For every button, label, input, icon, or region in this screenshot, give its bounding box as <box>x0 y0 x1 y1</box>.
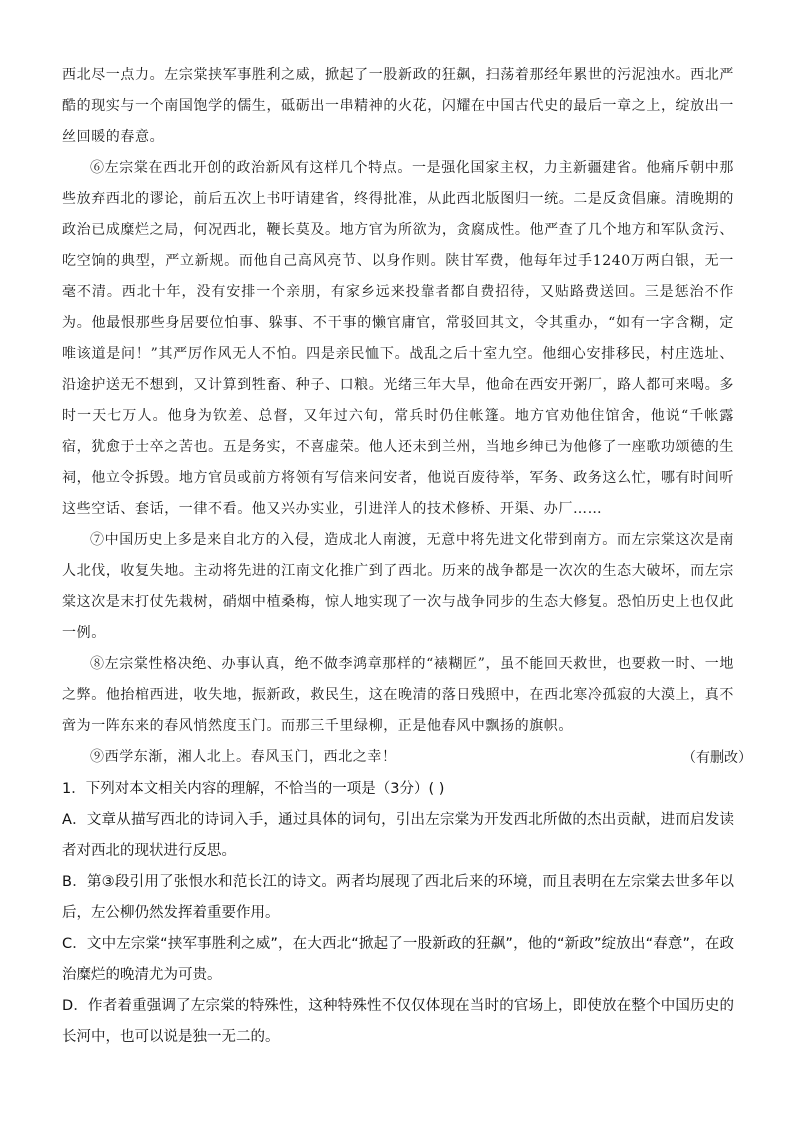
option-b: B．第③段引用了张恨水和范长江的诗文。两者均展现了西北后来的环境，而且表明在左宗棠去世多年以后，左公柳仍然发挥着重要作用。 <box>62 874 734 921</box>
option-a: A．文章从描写西北的诗词入手，通过具体的词句，引出左宗棠为开发西北所做的杰出贡献，进而启发读者对西北的现状进行反思。 <box>62 812 734 859</box>
paragraph-6: ⑥左宗棠在西北开创的政治新风有这样几个特点。一是强化国家主权，力主新疆建省。他痛斥朝中那些放弃西北的谬论，前后五次上书吁请建省，终得批准，从此西北版图归一统。二是反贪倡廉。清晚期的政治已成糜烂之局，何况西北，鞭长莫及。地方官为所欲为，贪腐成性。他严查了几个地方和军队贪污、吃空饷的典型，严立新规。而他自己高风亮节、以身作则。陕甘军费，他每年过手1240万两白银，无一毫不清。西北十年，没有安排一个亲朋，有家乡远来投靠者都自费招待，又贴路费送回。三是惩治不作为。他最恨那些身居要位怕事、躲事、不干事的懒官庸官，常驳回其文，令其重办，“如有一字含糊，定唯该道是问！”其严厉作风无人不怕。四是亲民恤下。战乱之后十室九空。他细心安排移民，村庄选址、沿途护送无不想到，又计算到牲畜、种子、口粮。光绪三年大旱，他命在西安开粥厂，路人都可来喝。多时一天七万人。他身为钦差、总督，又年过六旬，常兵时仍住帐篷。地方官劝他住馆舍，他说“千帐露宿，犹愈于士卒之苦也。五是务实，不喜虚荣。他人还未到兰州，当地乡绅已为他修了一座歌功颂德的生祠，他立令拆毁。地方官员或前方将领有写信来问安者，他说百废待举，军务、政务这么忙，哪有时间听这些空话、套话，一律不看。他又兴办实业，引进洋人的技术修桥、开渠、办厂…… <box>62 160 734 517</box>
article-body <box>62 60 734 773</box>
paragraph-8: ⑧左宗棠性格决绝、办事认真，绝不做李鸿章那样的“裱糊匠”，虽不能回天救世，也要救一时、一地之弊。他抬棺西进，收失地，振新政，救民生，这在晚清的落日残照中，在西北寒冷孤寂的大漠上，真不啻为一阵东来的春风悄然度玉门。而那三千里绿柳，正是他春风中飘扬的旗帜。 <box>62 656 734 734</box>
question-1 <box>62 774 734 1053</box>
paragraph-7: ⑦中国历史上多是来自北方的入侵，造成北人南渡，无意中将先进文化带到南方。而左宗棠这次是南人北伐，收复失地。主动将先进的江南文化推广到了西北。历来的战争都是一次次的生态大破坏，而左宗棠这次是末打仗先栽树，硝烟中植桑梅，惊人地实现了一次与战争同步的生态大修复。恐怕历史上也仅此一例。 <box>62 532 734 641</box>
paragraph-intro: 西北尽一点力。左宗棠挟军事胜利之威，掀起了一股新政的狂飙，扫荡着那经年累世的污泥浊水。西北严酷的现实与一个南国饱学的儒生，砥砺出一串精神的火花，闪耀在中国古代史的最后一章之上，绽放出一丝回暖的春意。 <box>62 67 734 145</box>
option-d: D．作者着重强调了左宗棠的特殊性，这种特殊性不仅仅体现在当时的官场上，即使放在整个中国历史的长河中，也可以说是独一无二的。 <box>62 998 734 1045</box>
question-stem: 1．下列对本文相关内容的理解，不恰当的一项是（3分）( ) <box>62 781 445 797</box>
edit-note: （有删改） <box>682 750 752 766</box>
paragraph-9: ⑨西学东渐，湘人北上。春风玉门，西北之幸！ <box>90 749 397 765</box>
option-c: C．文中左宗棠“挟军事胜利之威”，在大西北“掀起了一股新政的狂飙”，他的“新政”绽放出“春意”，在政治糜烂的晚清尤为可贵。 <box>62 936 734 983</box>
